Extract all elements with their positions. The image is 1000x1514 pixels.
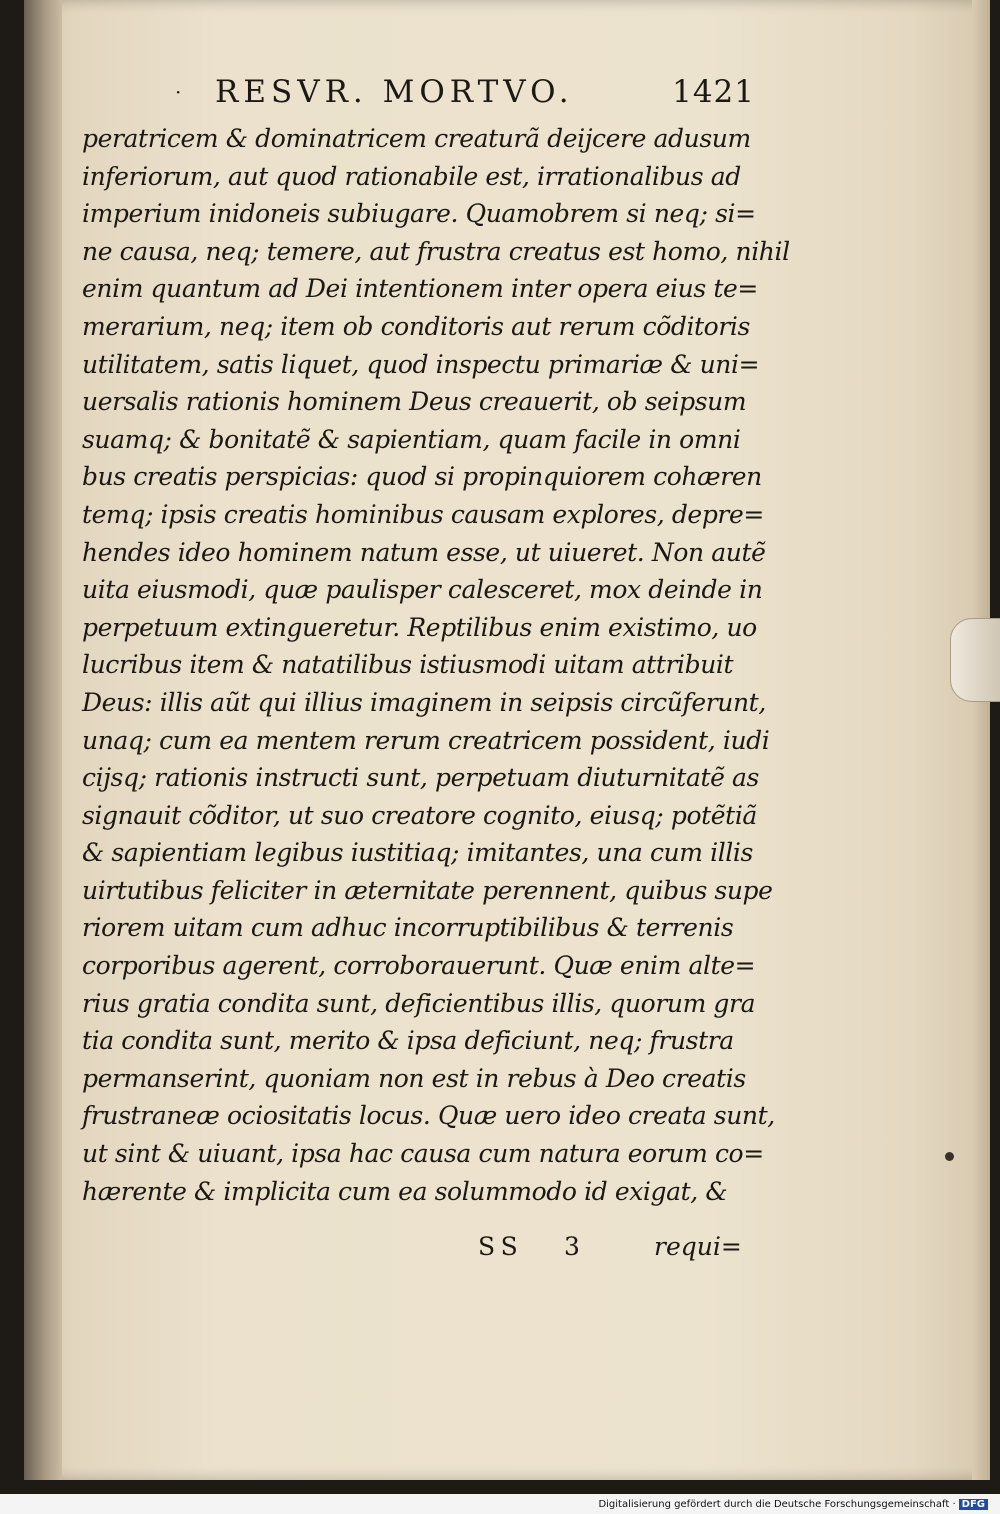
text-line: merarium, neq; item ob conditoris aut rerum cõditoris [82, 311, 750, 341]
text-line: lucribus item & natatilibus istiusmodi uitam attribuit [82, 650, 734, 680]
text-line: perpetuum extingueretur. Reptilibus enim existimo, uo [82, 612, 757, 642]
text-line: riorem uitam cum adhuc incorruptibilibus & terrenis [82, 913, 734, 943]
text-line: unaq; cum ea mentem rerum creatricem possident, iudi [82, 725, 770, 755]
page-footer [478, 1232, 768, 1268]
text-line: Deus: illis aũt qui illius imaginem in seipsis circũferunt, [82, 687, 766, 717]
text-line: imperium inidoneis subiugare. Quamobrem si neq; si= [82, 199, 756, 229]
text-line: permanserint, quoniam non est in rebus à Deo creatis [82, 1063, 746, 1093]
text-line: tia condita sunt, merito & ipsa deficiunt, neq; frustra [82, 1026, 734, 1056]
text-line: peratricem & dominatricem creaturã deijcere adusum [82, 124, 751, 153]
text-line: uersalis rationis hominem Deus creauerit, ob seipsum [82, 387, 747, 417]
signature-number: 3 [564, 1232, 580, 1261]
text-line: hendes ideo hominem natum esse, ut uiueret. Non autẽ [82, 537, 766, 567]
header-ornament-dot: · [175, 80, 182, 104]
text-line: inferiorum, aut quod rationabile est, irrationalibus ad [82, 161, 741, 191]
text-line: cijsq; rationis instructi sunt, perpetuam diuturnitatẽ as [82, 763, 759, 793]
facing-page-edge [24, 0, 62, 1480]
page-fore-edge [972, 0, 990, 1480]
credit-text: Digitalisierung gefördert durch die Deutsche Forschungsgemeinschaft · [598, 1499, 956, 1510]
text-line: utilitatem, satis liquet, quod inspectu primariæ & uni= [82, 349, 760, 379]
text-line: temq; ipsis creatis hominibus causam explores, depre= [82, 499, 764, 529]
text-line: uirtutibus feliciter in æternitate perennent, quibus supe [82, 875, 773, 905]
text-line: enim quantum ad Dei intentionem inter opera eius te= [82, 274, 758, 304]
text-line: corporibus agerent, corroborauerunt. Quæ enim alte= [82, 951, 756, 981]
page-number: 1421 [672, 74, 755, 110]
dfg-logo: DFG [959, 1499, 988, 1510]
text-line: signauit cõditor, ut suo creatore cognito, eiusq; potẽtiã [82, 800, 757, 830]
text-line: rius gratia condita sunt, deficientibus illis, quorum gra [82, 988, 756, 1018]
bookmark-tab [950, 618, 1000, 702]
page-header [175, 74, 755, 120]
text-line: & sapientiam legibus iustitiaq; imitantes, una cum illis [82, 838, 753, 868]
ink-spot [945, 1152, 954, 1161]
signature-mark: SS [478, 1232, 524, 1261]
text-line: frustraneæ ociositatis locus. Quæ uero ideo creata sunt, [82, 1101, 775, 1131]
text-line: hærente & implicita cum ea solummodo id exigat, & [82, 1176, 728, 1206]
text-line: suamq; & bonitatẽ & sapientiam, quam facile in omni [82, 424, 741, 454]
running-head: RESVR. MORTVO. [215, 74, 574, 110]
body-text [82, 120, 790, 1210]
credit-line [594, 1498, 992, 1511]
text-line: ne causa, neq; temere, aut frustra creatus est homo, nihil [82, 236, 790, 266]
text-line: bus creatis perspicias: quod si propinquiorem cohæren [82, 462, 762, 492]
text-line: uita eiusmodi, quæ paulisper calesceret, mox deinde in [82, 575, 763, 605]
text-line: ut sint & uiuant, ipsa hac causa cum natura eorum co= [82, 1139, 764, 1169]
catchword: requi= [654, 1232, 742, 1261]
